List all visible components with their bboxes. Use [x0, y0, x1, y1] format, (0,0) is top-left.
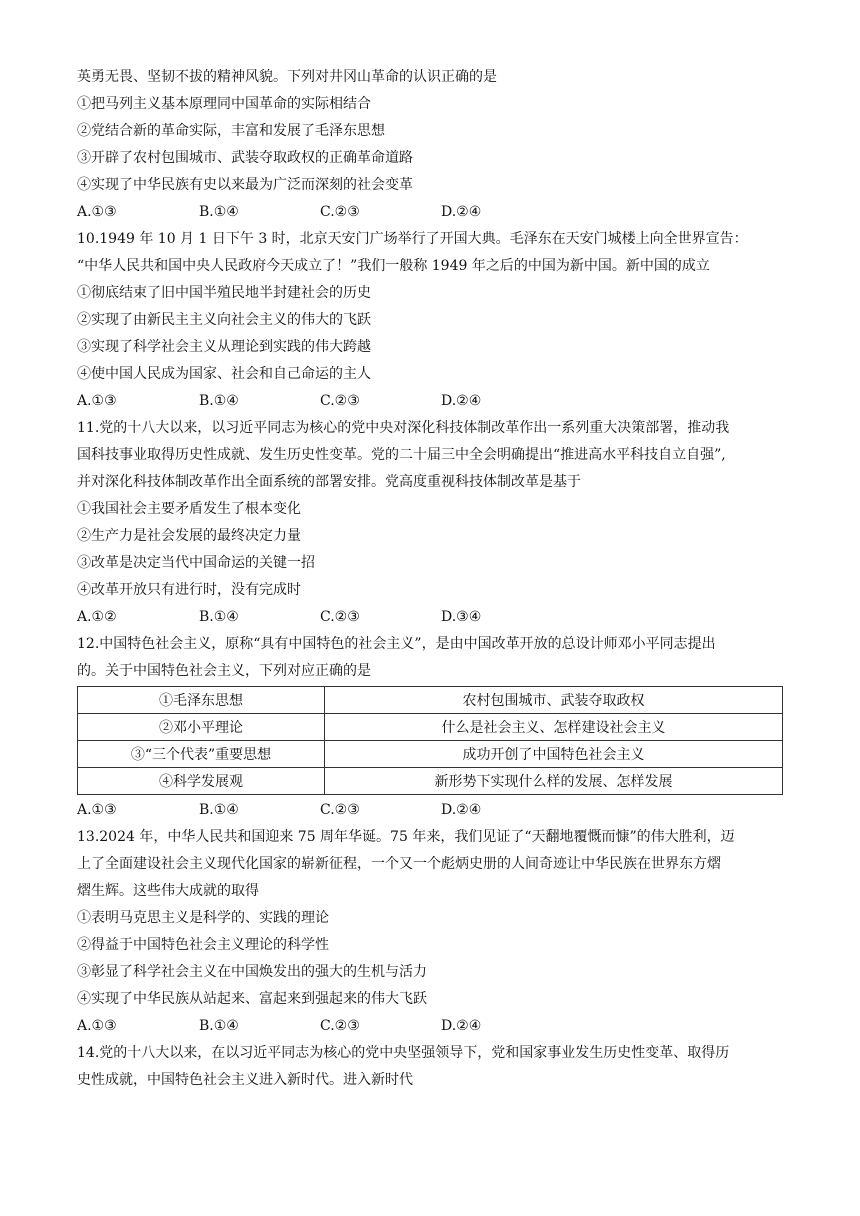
- question-stem: 国科技事业取得历史性成就、发生历史性变革。党的二十届三中全会明确提出“推进高水平科技自立自强”,: [77, 447, 726, 463]
- question-11: [77, 415, 783, 631]
- statement-item: ②生产力是社会发展的最终决定力量: [77, 528, 301, 544]
- option-c: C.②③: [320, 204, 360, 220]
- answer-options: [77, 199, 783, 226]
- question-stem: 10.1949 年 10 月 1 日下午 3 时，北京天安门广场举行了开国大典。毛泽东在天安门城楼上向全世界宣告：: [77, 231, 748, 247]
- question-stem: 英勇无畏、坚韧不拔的精神风貌。下列对井冈山革命的认识正确的是: [77, 69, 497, 85]
- question-stem: 上了全面建设社会主义现代化国家的崭新征程，一个又一个彪炳史册的人间奇迹让中华民族在世界东方熠: [77, 856, 721, 872]
- statement-item: ①把马列主义基本原理同中国革命的实际相结合: [77, 96, 371, 112]
- option-a: A.①②: [77, 609, 117, 625]
- option-a: A.①③: [77, 393, 117, 409]
- question-9: [77, 64, 783, 226]
- option-a: A.①③: [77, 204, 117, 220]
- table-row: [78, 741, 783, 768]
- table-cell-theory: ①毛泽东思想: [78, 687, 325, 714]
- question-stem: 熠生辉。这些伟大成就的取得: [77, 883, 259, 899]
- question-stem: 13.2024 年，中华人民共和国迎来 75 周年华诞。75 年来，我们见证了“天翻地覆慨而慷”的伟大胜利，迈: [77, 829, 735, 845]
- correspondence-table: [77, 686, 783, 795]
- question-stem: 14.党的十八大以来，在以习近平同志为核心的党中央坚强领导下，党和国家事业发生历史性变革、取得历: [77, 1045, 730, 1061]
- answer-options: [77, 1013, 783, 1040]
- statement-item: ①表明马克思主义是科学的、实践的理论: [77, 910, 329, 926]
- statement-item: ③改革是决定当代中国命运的关键一招: [77, 555, 315, 571]
- question-10: [77, 226, 783, 415]
- table-cell-theory: ④科学发展观: [78, 768, 325, 795]
- option-b: B.①④: [199, 204, 239, 220]
- statement-item: ④实现了中华民族有史以来最为广泛而深刻的社会变革: [77, 177, 413, 193]
- option-b: B.①④: [199, 609, 239, 625]
- option-d: D.②④: [441, 204, 482, 220]
- table-cell-content: 成功开创了中国特色社会主义: [325, 741, 783, 768]
- statement-item: ①我国社会主要矛盾发生了根本变化: [77, 501, 301, 517]
- question-stem: “中华人民共和国中央人民政府今天成立了！”我们一般称 1949 年之后的中国为新中国。新中国的成立: [77, 258, 710, 274]
- question-stem: 11.党的十八大以来，以习近平同志为核心的党中央对深化科技体制改革作出一系列重大决策部署，推动我: [77, 420, 730, 436]
- question-stem: 史性成就，中国特色社会主义进入新时代。进入新时代: [77, 1072, 413, 1088]
- statement-item: ④改革开放只有进行时，没有完成时: [77, 582, 301, 598]
- answer-options: [77, 797, 783, 824]
- statement-item: ①彻底结束了旧中国半殖民地半封建社会的历史: [77, 285, 371, 301]
- option-d: D.②④: [441, 1018, 482, 1034]
- option-b: B.①④: [199, 393, 239, 409]
- option-d: D.②④: [441, 393, 482, 409]
- answer-options: [77, 604, 783, 631]
- option-b: B.①④: [199, 1018, 239, 1034]
- table-cell-content: 新形势下实现什么样的发展、怎样发展: [325, 768, 783, 795]
- option-c: C.②③: [320, 1018, 360, 1034]
- question-13: [77, 824, 783, 1040]
- exam-page: [77, 64, 783, 1094]
- statement-item: ③实现了科学社会主义从理论到实践的伟大跨越: [77, 339, 371, 355]
- answer-options: [77, 388, 783, 415]
- statement-item: ②实现了由新民主主义向社会主义的伟大的飞跃: [77, 312, 371, 328]
- question-14: [77, 1040, 783, 1094]
- option-a: A.①③: [77, 1018, 117, 1034]
- statement-item: ②得益于中国特色社会主义理论的科学性: [77, 937, 329, 953]
- table-cell-theory: ③“三个代表”重要思想: [78, 741, 325, 768]
- table-row: [78, 687, 783, 714]
- option-b: B.①④: [199, 802, 239, 818]
- option-c: C.②③: [320, 802, 360, 818]
- table-cell-content: 农村包围城市、武装夺取政权: [325, 687, 783, 714]
- option-c: C.②③: [320, 609, 360, 625]
- statement-item: ④使中国人民成为国家、社会和自己命运的主人: [77, 366, 371, 382]
- table-cell-theory: ②邓小平理论: [78, 714, 325, 741]
- question-stem: 并对深化科技体制改革作出全面系统的部署安排。党高度重视科技体制改革是基于: [77, 474, 581, 490]
- statement-item: ③开辟了农村包围城市、武装夺取政权的正确革命道路: [77, 150, 413, 166]
- statement-item: ④实现了中华民族从站起来、富起来到强起来的伟大飞跃: [77, 991, 427, 1007]
- option-d: D.③④: [441, 609, 482, 625]
- question-stem: 12.中国特色社会主义，原称“具有中国特色的社会主义”，是由中国改革开放的总设计师邓小平同志提出: [77, 636, 716, 652]
- option-c: C.②③: [320, 393, 360, 409]
- table-cell-content: 什么是社会主义、怎样建设社会主义: [325, 714, 783, 741]
- table-row: [78, 714, 783, 741]
- option-a: A.①③: [77, 802, 117, 818]
- question-stem: 的。关于中国特色社会主义，下列对应正确的是: [77, 663, 371, 679]
- table-row: [78, 768, 783, 795]
- statement-item: ②党结合新的革命实际，丰富和发展了毛泽东思想: [77, 123, 385, 139]
- question-12: [77, 631, 783, 824]
- statement-item: ③彰显了科学社会主义在中国焕发出的强大的生机与活力: [77, 964, 427, 980]
- option-d: D.②④: [441, 802, 482, 818]
